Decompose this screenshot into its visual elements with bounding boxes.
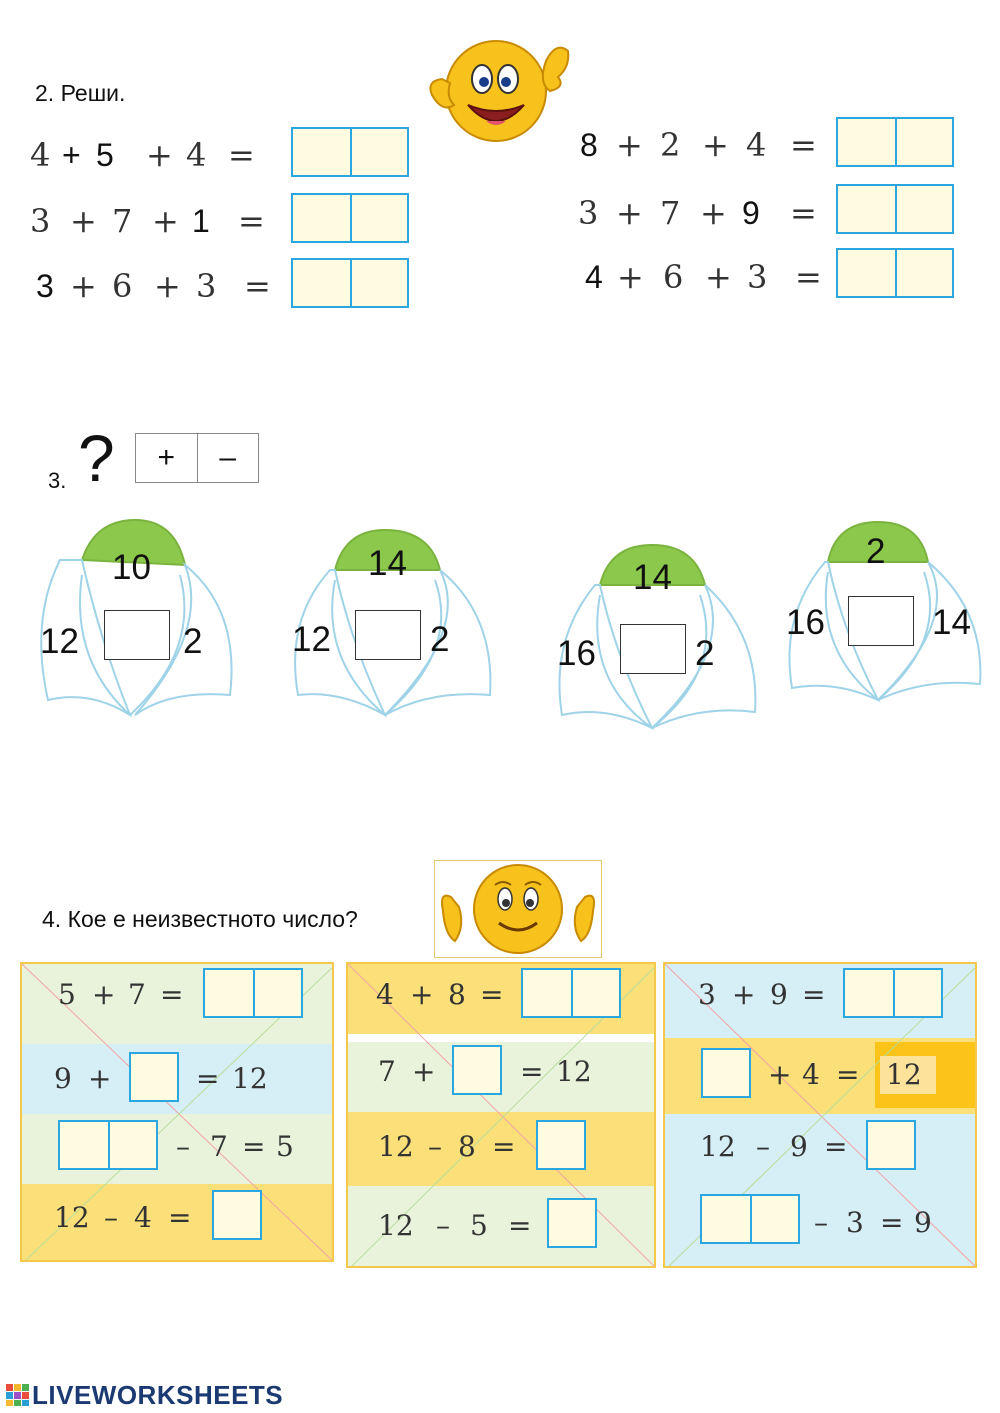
shrug-smiley-icon — [435, 861, 601, 957]
liveworksheets-logo-icon — [6, 1384, 30, 1406]
p2-r2-answer[interactable] — [452, 1045, 502, 1095]
p1-r1-answer[interactable] — [203, 968, 303, 1018]
flower-3-top: 14 — [633, 558, 672, 597]
flower-2-left: 12 — [292, 620, 331, 659]
task2-right-eq-1: 8 + 2 + 4 = — [580, 126, 817, 164]
task2-answer-box-5[interactable] — [836, 184, 954, 234]
minus-option[interactable]: – — [219, 441, 237, 474]
thumbs-up-smiley-icon — [420, 25, 580, 145]
flower-2-top: 14 — [368, 544, 407, 583]
task2-right-eq-3: 4 + 6 + 3 = — [585, 258, 822, 296]
p3-r2-answer[interactable] — [701, 1048, 751, 1098]
operator-choice-box — [135, 433, 259, 483]
task2-left-eq-3: 3 + 6 + 3 = — [36, 267, 271, 305]
task2-right-eq-2: 3 + 7 + 9 = — [578, 194, 817, 232]
flower-2-right: 2 — [430, 620, 450, 659]
p1-r4: 12 – 4 = — [54, 1201, 192, 1234]
p1-r3: – 7 = 5 — [176, 1130, 294, 1163]
p2-r3-answer[interactable] — [536, 1120, 586, 1170]
task2-heading: 2. Реши. — [35, 80, 126, 106]
p2-r2: 7 + — [378, 1055, 436, 1088]
task2-left-eq-2: 3 + 7 + 1 = — [30, 202, 265, 240]
task3-question-mark: ? — [78, 421, 115, 495]
p3-r2: + 4 = — [768, 1058, 860, 1091]
p3-r1: 3 + 9 = — [698, 978, 826, 1011]
task2-answer-box-1[interactable] — [291, 127, 409, 177]
p3-r2-result: 12 — [886, 1058, 922, 1091]
shrug-smiley-frame — [434, 860, 602, 958]
flower-2-operator-box[interactable] — [355, 610, 421, 660]
task2-answer-box-3[interactable] — [291, 258, 409, 308]
p2-r4-answer[interactable] — [547, 1198, 597, 1248]
p1-r3-answer[interactable] — [58, 1120, 158, 1170]
flower-3-operator-box[interactable] — [620, 624, 686, 674]
flower-1-left: 12 — [40, 622, 79, 661]
p3-r4: – 3 = 9 — [814, 1206, 932, 1239]
p2-r1: 4 + 8 = — [376, 978, 504, 1011]
flower-1-top: 10 — [112, 548, 151, 587]
flower-4-left: 16 — [786, 603, 825, 642]
task2-answer-box-2[interactable] — [291, 193, 409, 243]
task2-answer-box-6[interactable] — [836, 248, 954, 298]
p2-r1-answer[interactable] — [521, 968, 621, 1018]
liveworksheets-logo[interactable]: LIVEWORKSHEETS — [32, 1380, 284, 1410]
flower-3-left: 16 — [557, 634, 596, 673]
p1-r2-tail: = 12 — [196, 1062, 268, 1095]
p2-r4: 12 – 5 = — [378, 1209, 532, 1242]
p1-r2-answer[interactable] — [129, 1052, 179, 1102]
flower-1-operator-box[interactable] — [104, 610, 170, 660]
flower-4-top: 2 — [866, 532, 886, 571]
flower-3-right: 2 — [695, 634, 715, 673]
task2-answer-box-4[interactable] — [836, 117, 954, 167]
task2-left-eq-1: 4 + 5 + 4 = — [30, 136, 255, 174]
flower-1-right: 2 — [183, 622, 203, 661]
flower-4-operator-box[interactable] — [848, 596, 914, 646]
flower-4-right: 14 — [932, 603, 971, 642]
p2-r2-tail: = 12 — [520, 1055, 592, 1088]
task4-heading: 4. Кое е неизвестното число? — [42, 906, 358, 932]
p1-r2: 9 + — [54, 1062, 112, 1095]
p2-r3: 12 – 8 = — [378, 1130, 516, 1163]
p3-r4-answer[interactable] — [700, 1194, 800, 1244]
plus-option[interactable]: + — [136, 434, 198, 482]
p1-r1: 5 + 7 = — [58, 978, 184, 1011]
p1-r4-answer[interactable] — [212, 1190, 262, 1240]
p3-r3: 12 – 9 = — [700, 1130, 848, 1163]
p3-r1-answer[interactable] — [843, 968, 943, 1018]
task3-number: 3. — [48, 468, 67, 493]
p3-r3-answer[interactable] — [866, 1120, 916, 1170]
